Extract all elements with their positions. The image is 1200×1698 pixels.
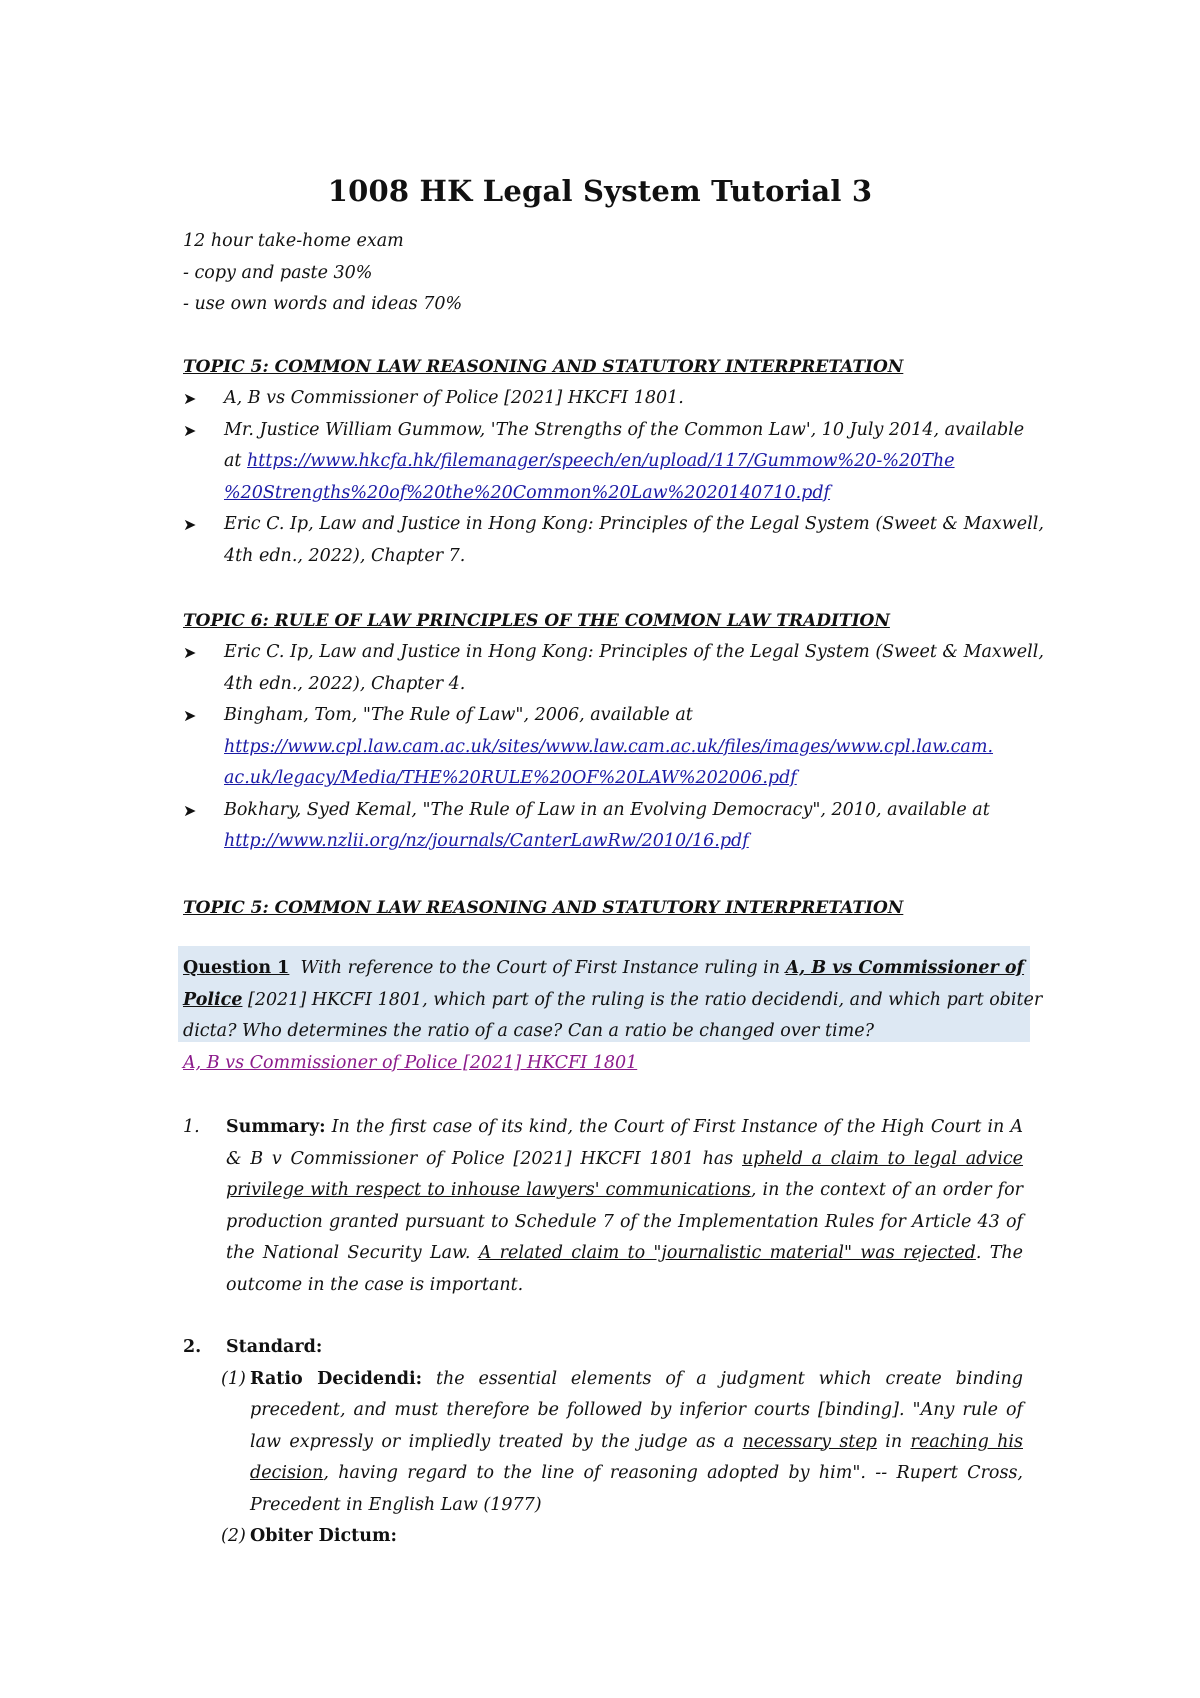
list-item xyxy=(183,637,1044,700)
summary-text: , in the context of an order for production granted pursuant to Schedule 7 of the Implementation Rules for Article 43 of the National Security Law. xyxy=(226,1180,1023,1263)
arrow-bullet-icon: ➤ xyxy=(183,800,197,820)
sub-number: (2) xyxy=(221,1526,246,1546)
topic5-section xyxy=(183,352,1044,572)
question-text: With reference to the Court of First Instance ruling in xyxy=(300,958,786,978)
intro-line: 12 hour take-home exam xyxy=(183,231,404,251)
summary-item xyxy=(183,1112,1023,1301)
reading-text: Bokhary, Syed Kemal, "The Rule of Law in an Evolving Democracy", 2010, available at xyxy=(224,799,990,820)
topic6-section xyxy=(183,606,1044,858)
summary-text: . The outcome in the case is important. xyxy=(226,1243,1023,1295)
question-label: Question 1 xyxy=(183,958,290,978)
bingham-link[interactable]: https://www.cpl.law.cam.ac.uk/sites/www.law.cam.ac.uk/files/images/www.cpl.law.cam. xyxy=(224,736,994,757)
bingham-link-cont[interactable]: ac.uk/legacy/Media/THE%20RULE%20OF%20LAW%202006.pdf xyxy=(224,768,797,788)
arrow-bullet-icon: ➤ xyxy=(183,515,197,534)
ratio-decidendi-item xyxy=(221,1364,1023,1522)
reading-text: at xyxy=(224,451,248,471)
item-number: 1. xyxy=(183,1117,200,1137)
list-item xyxy=(183,415,1023,510)
sub-number: (1) xyxy=(221,1368,246,1389)
question-1 xyxy=(183,953,1043,1079)
list-item xyxy=(183,700,1023,795)
intro-line: - use own words and ideas 70% xyxy=(183,294,463,314)
intro-line: - copy and paste 30% xyxy=(183,262,373,283)
bokhary-link[interactable]: http://www.nzlii.org/nz/journals/CanterLawRw/2010/16.pdf xyxy=(224,831,749,851)
question-text: dicta? Who determines the ratio of a case? Can a ratio be changed over time? xyxy=(183,1021,874,1041)
summary-text: In the first case of its kind, the Court of First Instance of the High Court in A & B v Commissioner of Police [2021] HKCFI 1801 has xyxy=(226,1117,1023,1169)
reading-text: Bingham, Tom, "The Rule of Law", 2006, available at xyxy=(224,705,693,725)
arrow-bullet-icon: ➤ xyxy=(183,706,197,725)
ratio-underlined: reaching his decision xyxy=(250,1431,1023,1483)
gummow-speech-link-cont[interactable]: %20Strengths%20of%20the%20Common%20Law%2020140710.pdf xyxy=(224,482,831,503)
topic6-reading-list xyxy=(183,637,1044,858)
list-item xyxy=(183,383,1023,415)
item-number: 2. xyxy=(183,1337,202,1357)
reading-text: 4th edn., 2022), Chapter 7. xyxy=(224,545,466,566)
summary-underlined: upheld a claim to legal advice privilege with respect to inhouse lawyers' communications xyxy=(226,1148,1024,1200)
summary-body xyxy=(226,1112,1023,1301)
question-case-name: A, B vs Commissioner of xyxy=(785,958,1025,978)
case-link[interactable]: A, B vs Commissioner of Police [2021] HKCFI 1801 xyxy=(183,1052,638,1073)
ratio-text: in xyxy=(876,1431,911,1452)
arrow-bullet-icon: ➤ xyxy=(183,420,197,440)
ratio-text: the essential elements of a judgment which create binding precedent, and must therefore be followed by inferior courts [binding]. "Any rule of law expressly or impliedly treated by the judge as a xyxy=(250,1368,1023,1452)
list-item xyxy=(183,795,1023,858)
reading-text: A, B vs Commissioner of Police [2021] HKCFI 1801. xyxy=(224,388,684,408)
reading-text: Eric C. Ip, Law and Justice in Hong Kong: Principles of the Legal System (Sweet & Maxwell, xyxy=(224,642,1044,662)
question-case-name-cont: Police xyxy=(183,989,243,1010)
ratio-underlined: necessary step xyxy=(742,1431,877,1452)
summary-label: Summary: xyxy=(226,1117,326,1137)
list-item xyxy=(183,509,1044,572)
question-text: [2021] HKCFI 1801, which part of the ruling is the ratio decidendi, and which part obiter xyxy=(242,989,1043,1010)
standard-body xyxy=(226,1332,1023,1364)
standard-label: Standard: xyxy=(226,1337,323,1357)
topic5-heading-repeat: TOPIC 5: COMMON LAW REASONING AND STATUTORY INTERPRETATION xyxy=(183,898,904,918)
obiter-label: Obiter Dictum: xyxy=(250,1526,397,1546)
arrow-bullet-icon: ➤ xyxy=(183,389,197,408)
arrow-bullet-icon: ➤ xyxy=(183,643,197,662)
reading-text: 4th edn., 2022), Chapter 4. xyxy=(224,673,466,694)
topic5-heading: TOPIC 5: COMMON LAW REASONING AND STATUTORY INTERPRETATION xyxy=(183,357,904,377)
obiter-dictum-item xyxy=(221,1521,1023,1553)
ratio-label: Ratio Decidendi: xyxy=(250,1368,423,1389)
gummow-speech-link[interactable]: https://www.hkcfa.hk/filemanager/speech/en/upload/117/Gummow%20-%20The xyxy=(247,451,955,471)
ratio-text: , having regard to the line of reasoning adopted by him". -- Rupert Cross, Precedent in English Law (1977) xyxy=(250,1463,1023,1515)
reading-text: Mr. Justice William Gummow, 'The Strengths of the Common Law', 10 July 2014, available xyxy=(224,419,1025,440)
page-title: 1008 HK Legal System Tutorial 3 xyxy=(327,174,873,208)
intro-notes xyxy=(183,226,1023,321)
standard-item xyxy=(183,1332,1023,1553)
summary-underlined: A related claim to "journalistic material" was rejected xyxy=(478,1243,976,1263)
topic5-reading-list xyxy=(183,383,1044,572)
reading-text: Eric C. Ip, Law and Justice in Hong Kong: Principles of the Legal System (Sweet & Maxwell, xyxy=(224,514,1044,534)
topic6-heading: TOPIC 6: RULE OF LAW PRINCIPLES OF THE COMMON LAW TRADITION xyxy=(183,611,890,631)
